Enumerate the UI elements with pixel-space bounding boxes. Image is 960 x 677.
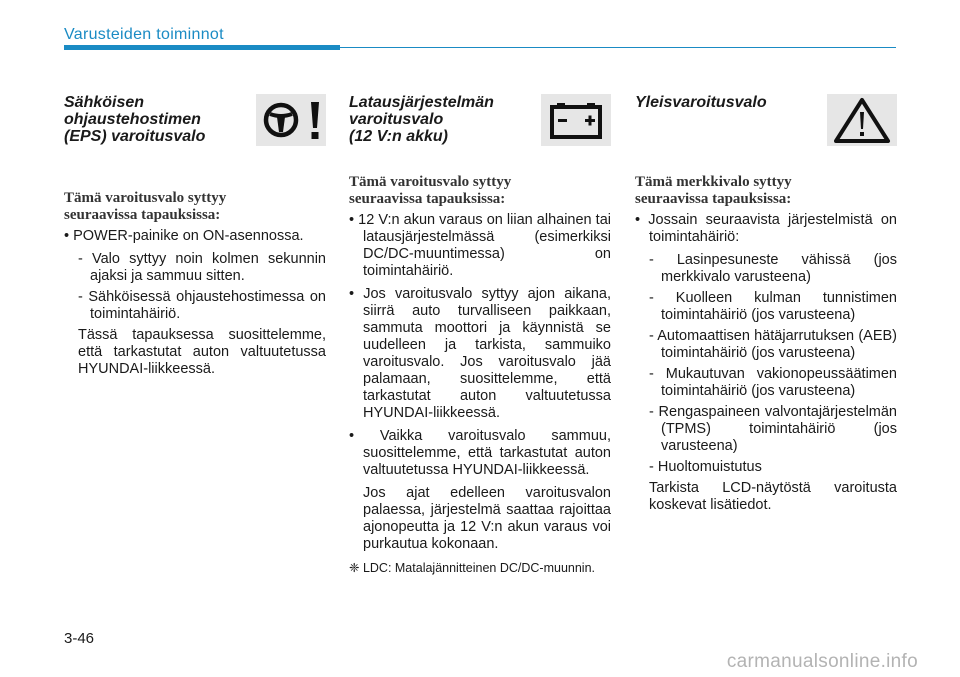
intro-text: Tämä varoitusvalo syttyy seuraavissa tapauksissa: bbox=[64, 190, 227, 223]
paragraph: Tässä tapauksessa suosittelemme, että tarkastutat auton valtuutetussa HYUNDAI-liikkeessä. bbox=[78, 327, 326, 377]
header-rule-thick bbox=[64, 45, 340, 50]
page-header-title: Varusteiden toiminnot bbox=[64, 26, 224, 43]
sub-item: - Sähköisessä ohjaustehostimessa on toimintahäiriö. bbox=[78, 289, 326, 322]
section-header bbox=[349, 94, 611, 150]
section-header bbox=[635, 94, 897, 150]
sub-item: - Rengaspaineen valvontajärjestelmän (TPMS) toimintahäiriö (jos varusteena) bbox=[649, 404, 897, 454]
section-title: Sähköisen ohjaustehostimen (EPS) varoitusvalo bbox=[64, 94, 206, 145]
header-rule-thin bbox=[340, 47, 896, 48]
section-title: Yleisvaroitusvalo bbox=[635, 94, 767, 111]
section-eps bbox=[64, 94, 326, 384]
sub-item: - Automaattisen hätäjarrutuksen (AEB) toimintahäiriö (jos varusteena) bbox=[649, 328, 897, 361]
watermark-text: carmanualsonline.info bbox=[726, 651, 918, 672]
footnote: ❈ LDC: Matalajännitteinen DC/DC-muunnin. bbox=[349, 561, 595, 575]
sub-item: - Valo syttyy noin kolmen sekunnin ajaksi ja sammuu sitten. bbox=[78, 251, 326, 284]
section-charging bbox=[349, 94, 611, 582]
section-header bbox=[64, 94, 326, 150]
sub-item: - Kuolleen kulman tunnistimen toimintahäiriö (jos varusteena) bbox=[649, 290, 897, 323]
intro-text: Tämä varoitusvalo syttyy seuraavissa tapauksissa: bbox=[349, 174, 512, 207]
section-title: Latausjärjestelmän varoitusvalo (12 V:n akku) bbox=[349, 94, 494, 145]
sub-item: - Lasinpesuneste vähissä (jos merkkivalo varusteena) bbox=[649, 252, 897, 285]
battery-warning-icon bbox=[541, 94, 611, 146]
paragraph: Jos ajat edelleen varoitusvalon palaessa, järjestelmä saattaa rajoittaa ajonopeutta ja 12 V:n akun varaus voi purkautua kokonaan. bbox=[363, 485, 611, 552]
paragraph: Tarkista LCD-näytöstä varoitusta koskevat lisätiedot. bbox=[649, 480, 897, 513]
bullet-item: • Jossain seuraavista järjestelmistä on toimintahäiriö: bbox=[635, 212, 897, 245]
steering-wheel-warning-icon bbox=[256, 94, 326, 146]
sub-item: - Mukautuvan vakionopeussäätimen toimintahäiriö (jos varusteena) bbox=[649, 366, 897, 399]
bullet-item: • 12 V:n akun varaus on liian alhainen tai latausjärjestelmässä (esimerkiksi DC/DC-muuntimessa) on toimintahäiriö. bbox=[349, 212, 611, 279]
triangle-warning-icon bbox=[827, 94, 897, 146]
section-general-warning bbox=[635, 94, 897, 520]
bullet-item: • POWER-painike on ON-asennossa. bbox=[64, 228, 304, 244]
bullet-item: • Vaikka varoitusvalo sammuu, suosittelemme, että tarkastutat auton valtuutetussa HYUNDAI-liikkeessä. bbox=[349, 428, 611, 478]
intro-text: Tämä merkkivalo syttyy seuraavissa tapauksissa: bbox=[635, 174, 792, 207]
page-number: 3-46 bbox=[64, 630, 95, 647]
sub-item: - Huoltomuistutus bbox=[649, 459, 762, 475]
bullet-item: • Jos varoitusvalo syttyy ajon aikana, siirrä auto turvalliseen paikkaan, sammuta moottori ja käynnistä se uudelleen ja tarkista, sammuiko varoitusvalo. Jos varoitusvalo jää palamaan, suosittelemme, että tarkastutat auton valtuutetussa HYUNDAI-liikkeessä. bbox=[349, 286, 611, 421]
